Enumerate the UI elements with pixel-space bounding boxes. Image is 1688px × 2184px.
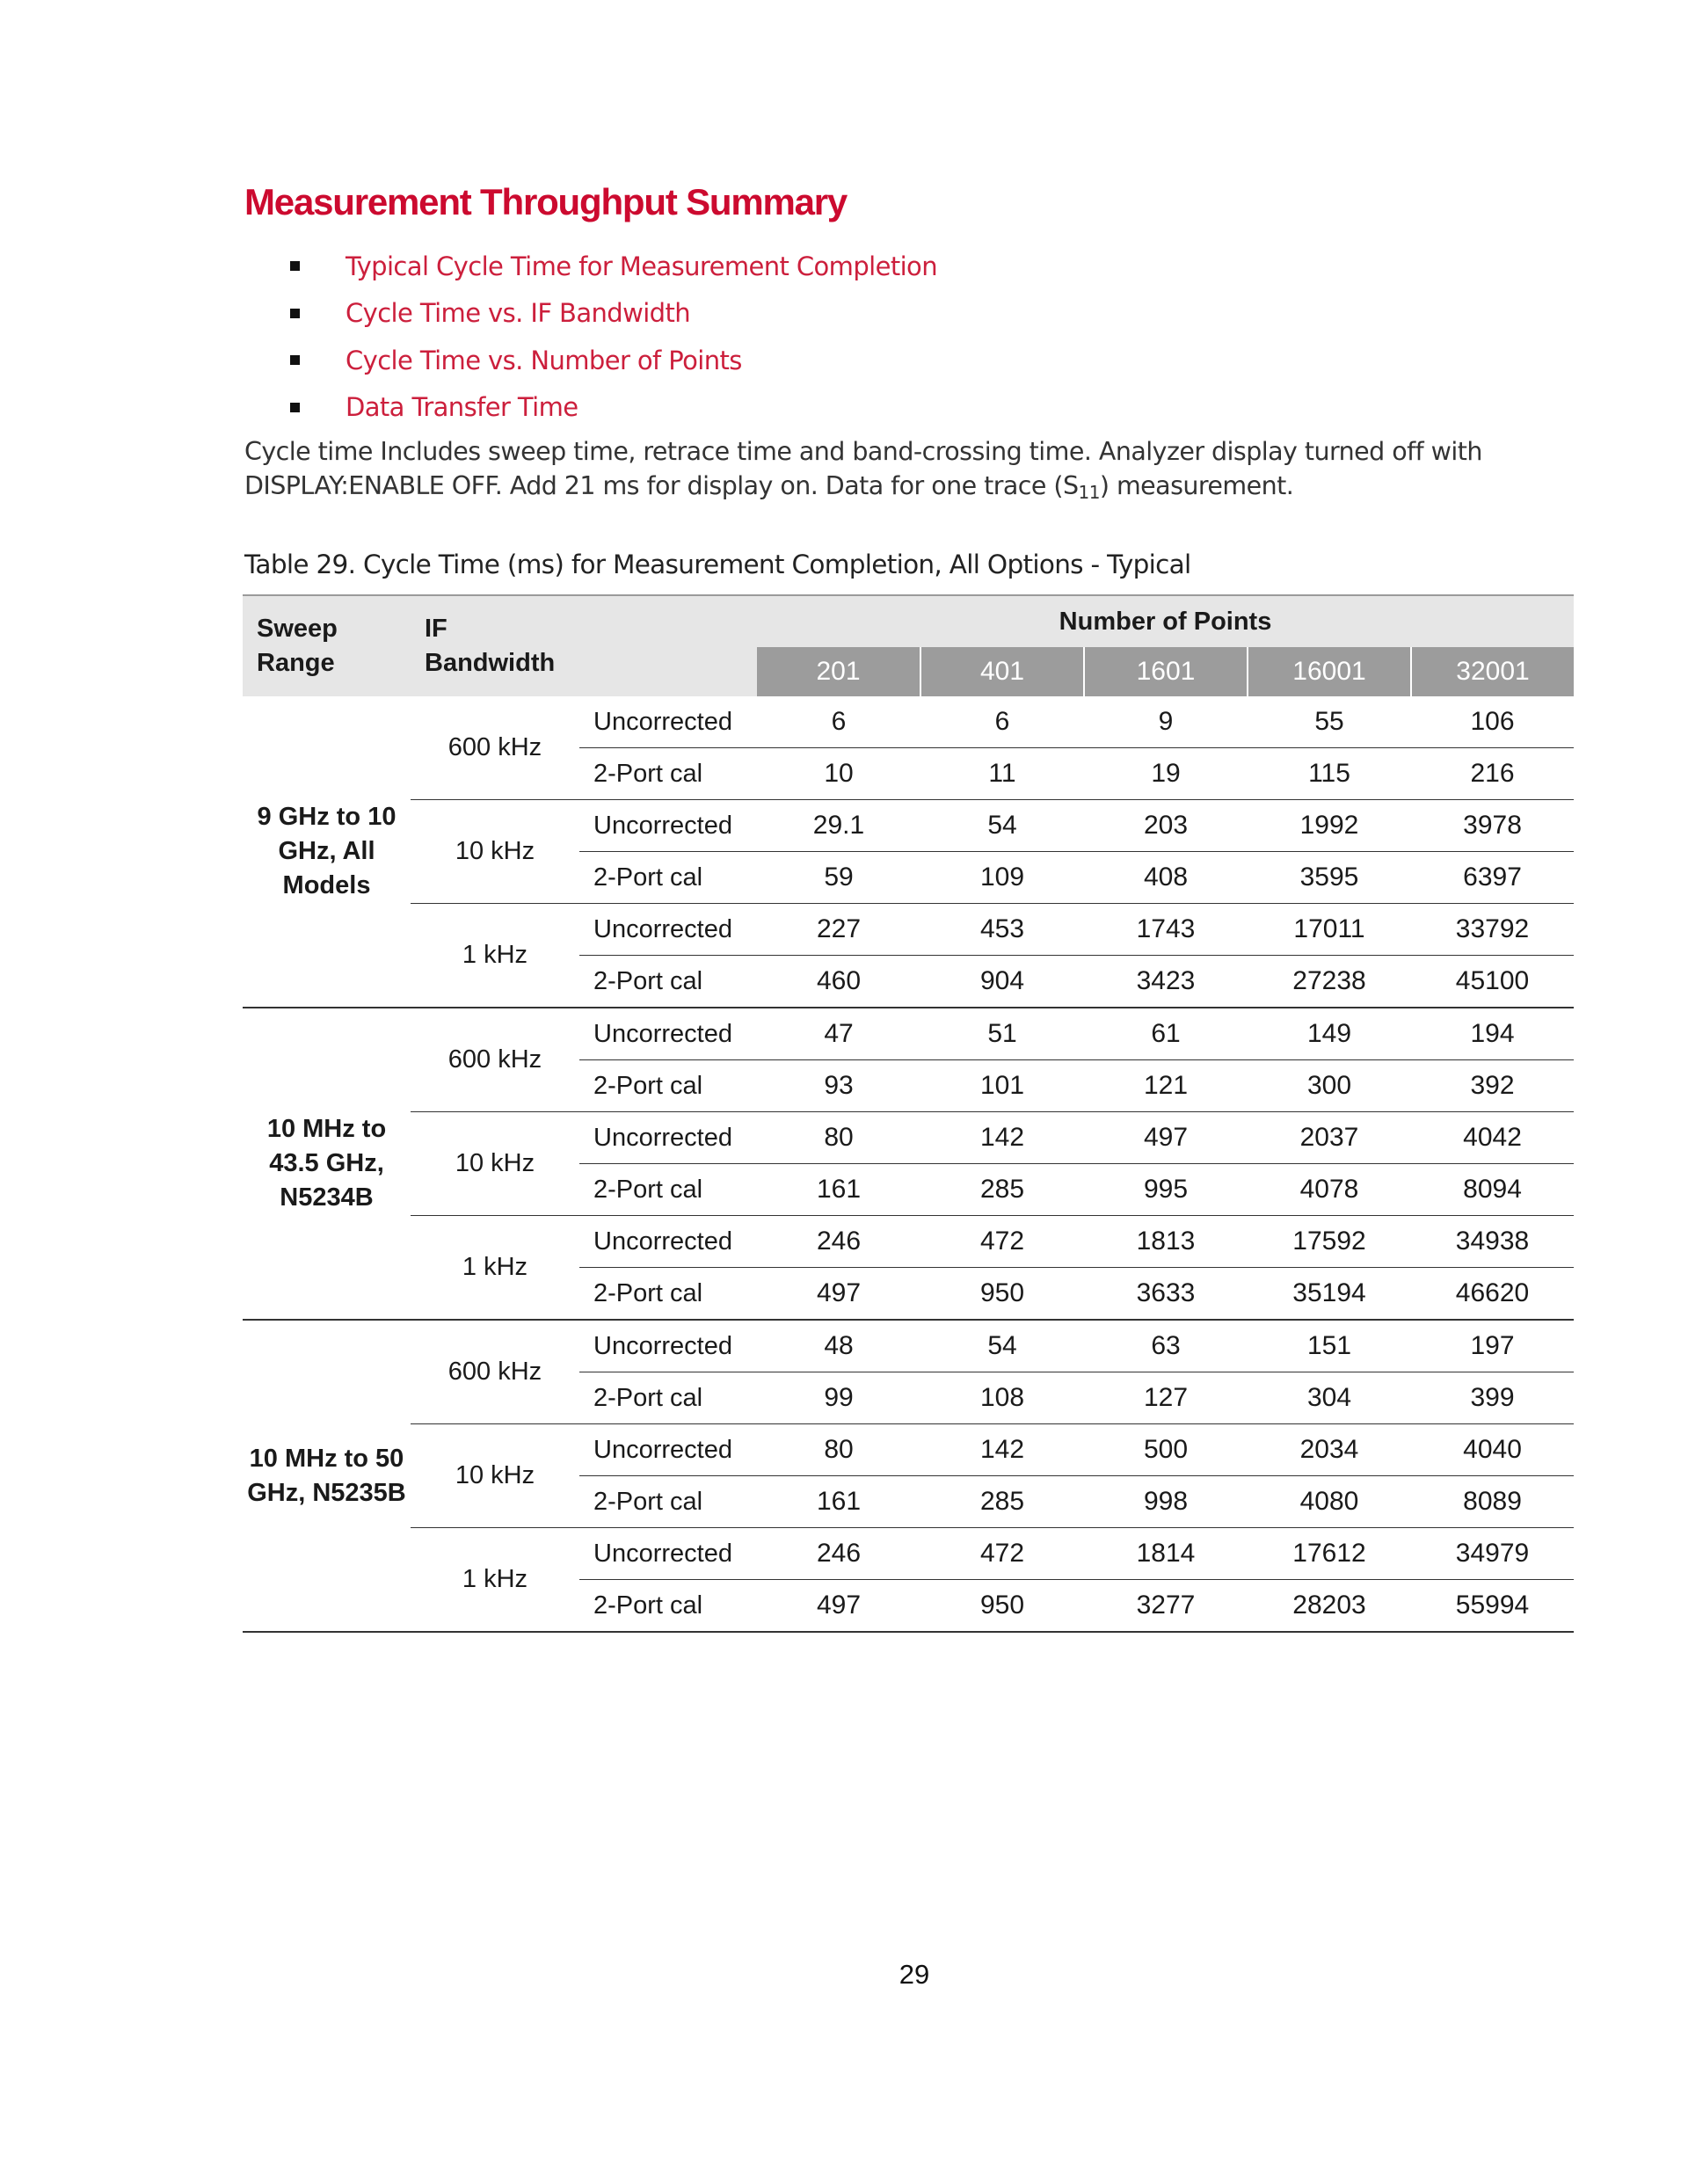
cycle-time-value: 4078: [1248, 1164, 1411, 1216]
cycle-time-value: 408: [1084, 852, 1248, 904]
header-spacer: [579, 595, 757, 647]
header-if-bandwidth: IF Bandwidth: [411, 595, 579, 696]
cycle-time-value: 203: [1084, 800, 1248, 852]
table-body: [243, 696, 1574, 1632]
cycle-time-value: 121: [1084, 1060, 1248, 1112]
calibration-cell: Uncorrected: [579, 1528, 757, 1580]
cycle-time-value: 9: [1084, 696, 1248, 748]
link-cycle-time-vs-number-of-points[interactable]: Cycle Time vs. Number of Points: [346, 345, 742, 375]
table-caption: Table 29. Cycle Time (ms) for Measurement Completion, All Options - Typical: [244, 550, 1191, 579]
section-links: [290, 243, 937, 431]
square-bullet-icon: [290, 309, 300, 318]
table-row: [243, 800, 1574, 852]
intro-subscript: 11: [1078, 482, 1100, 503]
cycle-time-value: 246: [757, 1528, 920, 1580]
cycle-time-value: 51: [920, 1008, 1084, 1060]
cycle-time-value: 392: [1411, 1060, 1574, 1112]
header-points-1601: 1601: [1084, 647, 1248, 696]
cycle-time-value: 29.1: [757, 800, 920, 852]
calibration-cell: 2-Port cal: [579, 956, 757, 1008]
cycle-time-value: 950: [920, 1580, 1084, 1633]
cycle-time-value: 45100: [1411, 956, 1574, 1008]
cycle-time-value: 63: [1084, 1320, 1248, 1372]
cycle-time-value: 6397: [1411, 852, 1574, 904]
cycle-time-value: 3277: [1084, 1580, 1248, 1633]
cycle-time-value: 472: [920, 1216, 1084, 1268]
intro-text: Cycle time Includes sweep time, retrace time and band-crossing time. Analyzer display turned off with DISPLAY:ENABLE OFF. Add 21 ms for display on. Data for one trace (S: [244, 437, 1482, 500]
table-row: [243, 1216, 1574, 1268]
header-points-32001: 32001: [1411, 647, 1574, 696]
cycle-time-value: 127: [1084, 1372, 1248, 1424]
cycle-time-value: 6: [757, 696, 920, 748]
calibration-cell: 2-Port cal: [579, 1476, 757, 1528]
sweep-range-cell: 9 GHz to 10 GHz, All Models: [243, 696, 411, 1008]
intro-text-end: ) measurement.: [1099, 471, 1294, 500]
cycle-time-value: 197: [1411, 1320, 1574, 1372]
cycle-time-value: 46620: [1411, 1268, 1574, 1321]
link-item: [290, 290, 937, 338]
calibration-cell: Uncorrected: [579, 1216, 757, 1268]
cycle-time-value: 47: [757, 1008, 920, 1060]
cycle-time-table: [243, 594, 1574, 1633]
cycle-time-value: 399: [1411, 1372, 1574, 1424]
cycle-time-value: 109: [920, 852, 1084, 904]
calibration-cell: 2-Port cal: [579, 1268, 757, 1321]
cycle-time-value: 115: [1248, 748, 1411, 800]
cycle-time-value: 300: [1248, 1060, 1411, 1112]
link-cycle-time-vs-if-bandwidth[interactable]: Cycle Time vs. IF Bandwidth: [346, 298, 691, 329]
cycle-time-value: 194: [1411, 1008, 1574, 1060]
cycle-time-value: 80: [757, 1424, 920, 1476]
cycle-time-value: 8089: [1411, 1476, 1574, 1528]
cycle-time-value: 2037: [1248, 1112, 1411, 1164]
if-bandwidth-cell: 1 kHz: [411, 1528, 579, 1633]
cycle-time-value: 6: [920, 696, 1084, 748]
table-row: [243, 1320, 1574, 1372]
cycle-time-value: 2034: [1248, 1424, 1411, 1476]
cycle-time-value: 3423: [1084, 956, 1248, 1008]
cycle-time-value: 4080: [1248, 1476, 1411, 1528]
cycle-time-value: 54: [920, 800, 1084, 852]
cycle-time-value: 285: [920, 1476, 1084, 1528]
cycle-time-value: 27238: [1248, 956, 1411, 1008]
cycle-time-value: 33792: [1411, 904, 1574, 956]
cycle-time-value: 304: [1248, 1372, 1411, 1424]
cycle-time-value: 142: [920, 1112, 1084, 1164]
cycle-time-value: 19: [1084, 748, 1248, 800]
square-bullet-icon: [290, 403, 300, 412]
cycle-time-value: 61: [1084, 1008, 1248, 1060]
if-bandwidth-cell: 600 kHz: [411, 1320, 579, 1424]
cycle-time-value: 8094: [1411, 1164, 1574, 1216]
cycle-time-value: 4040: [1411, 1424, 1574, 1476]
cycle-time-value: 472: [920, 1528, 1084, 1580]
cycle-time-value: 1743: [1084, 904, 1248, 956]
calibration-cell: Uncorrected: [579, 1424, 757, 1476]
link-item: [290, 337, 937, 384]
cycle-time-value: 55: [1248, 696, 1411, 748]
cycle-time-value: 497: [757, 1580, 920, 1633]
cycle-time-value: 106: [1411, 696, 1574, 748]
cycle-time-value: 497: [757, 1268, 920, 1321]
cycle-time-value: 151: [1248, 1320, 1411, 1372]
cycle-time-value: 10: [757, 748, 920, 800]
table-row: [243, 1008, 1574, 1060]
intro-paragraph: [244, 434, 1581, 510]
cycle-time-value: 227: [757, 904, 920, 956]
calibration-cell: 2-Port cal: [579, 1580, 757, 1633]
cycle-time-value: 4042: [1411, 1112, 1574, 1164]
cycle-time-value: 17011: [1248, 904, 1411, 956]
calibration-cell: 2-Port cal: [579, 1060, 757, 1112]
cycle-time-value: 35194: [1248, 1268, 1411, 1321]
calibration-cell: Uncorrected: [579, 1320, 757, 1372]
cycle-time-value: 998: [1084, 1476, 1248, 1528]
cycle-time-value: 11: [920, 748, 1084, 800]
cycle-time-value: 34979: [1411, 1528, 1574, 1580]
table-row: [243, 696, 1574, 748]
calibration-cell: 2-Port cal: [579, 1164, 757, 1216]
cycle-time-value: 161: [757, 1476, 920, 1528]
table-row: [243, 904, 1574, 956]
square-bullet-icon: [290, 355, 300, 365]
cycle-time-value: 99: [757, 1372, 920, 1424]
if-bandwidth-cell: 10 kHz: [411, 800, 579, 904]
cycle-time-value: 3633: [1084, 1268, 1248, 1321]
cycle-time-value: 54: [920, 1320, 1084, 1372]
square-bullet-icon: [290, 261, 300, 271]
cycle-time-value: 28203: [1248, 1580, 1411, 1633]
if-bandwidth-cell: 10 kHz: [411, 1424, 579, 1528]
header-number-of-points: Number of Points: [757, 595, 1574, 647]
cycle-time-value: 17612: [1248, 1528, 1411, 1580]
sweep-range-cell: 10 MHz to 50 GHz, N5235B: [243, 1320, 411, 1632]
header-spacer: [579, 647, 757, 696]
cycle-time-value: 453: [920, 904, 1084, 956]
header-points-201: 201: [757, 647, 920, 696]
calibration-cell: Uncorrected: [579, 696, 757, 748]
if-bandwidth-cell: 600 kHz: [411, 1008, 579, 1112]
page-number: 29: [899, 1959, 930, 1990]
cycle-time-value: 80: [757, 1112, 920, 1164]
cycle-time-value: 497: [1084, 1112, 1248, 1164]
header-points-401: 401: [920, 647, 1084, 696]
link-data-transfer-time[interactable]: Data Transfer Time: [346, 392, 578, 423]
cycle-time-value: 108: [920, 1372, 1084, 1424]
cycle-time-value: 904: [920, 956, 1084, 1008]
calibration-cell: 2-Port cal: [579, 748, 757, 800]
cycle-time-value: 142: [920, 1424, 1084, 1476]
cycle-time-value: 216: [1411, 748, 1574, 800]
cycle-time-value: 1814: [1084, 1528, 1248, 1580]
calibration-cell: Uncorrected: [579, 904, 757, 956]
if-bandwidth-cell: 1 kHz: [411, 1216, 579, 1321]
table-row: [243, 1424, 1574, 1476]
calibration-cell: Uncorrected: [579, 800, 757, 852]
header-sweep-range: Sweep Range: [243, 595, 411, 696]
cycle-time-value: 995: [1084, 1164, 1248, 1216]
cycle-time-value: 34938: [1411, 1216, 1574, 1268]
cycle-time-value: 950: [920, 1268, 1084, 1321]
link-typical-cycle-time[interactable]: Typical Cycle Time for Measurement Completion: [346, 251, 937, 281]
calibration-cell: Uncorrected: [579, 1112, 757, 1164]
cycle-time-value: 285: [920, 1164, 1084, 1216]
cycle-time-value: 3978: [1411, 800, 1574, 852]
cycle-time-value: 460: [757, 956, 920, 1008]
cycle-time-value: 1992: [1248, 800, 1411, 852]
cycle-time-value: 246: [757, 1216, 920, 1268]
cycle-time-value: 48: [757, 1320, 920, 1372]
if-bandwidth-cell: 10 kHz: [411, 1112, 579, 1216]
table-row: [243, 1112, 1574, 1164]
cycle-time-value: 500: [1084, 1424, 1248, 1476]
link-item: [290, 243, 937, 290]
cycle-time-value: 161: [757, 1164, 920, 1216]
cycle-time-value: 149: [1248, 1008, 1411, 1060]
calibration-cell: Uncorrected: [579, 1008, 757, 1060]
cycle-time-value: 101: [920, 1060, 1084, 1112]
cycle-time-value: 3595: [1248, 852, 1411, 904]
if-bandwidth-cell: 600 kHz: [411, 696, 579, 800]
cycle-time-value: 17592: [1248, 1216, 1411, 1268]
calibration-cell: 2-Port cal: [579, 852, 757, 904]
if-bandwidth-cell: 1 kHz: [411, 904, 579, 1008]
link-item: [290, 384, 937, 432]
section-heading: Measurement Throughput Summary: [244, 181, 848, 222]
sweep-range-cell: 10 MHz to 43.5 GHz, N5234B: [243, 1008, 411, 1320]
calibration-cell: 2-Port cal: [579, 1372, 757, 1424]
cycle-time-value: 59: [757, 852, 920, 904]
cycle-time-value: 93: [757, 1060, 920, 1112]
cycle-time-value: 1813: [1084, 1216, 1248, 1268]
table-row: [243, 1528, 1574, 1580]
cycle-time-value: 55994: [1411, 1580, 1574, 1633]
header-points-16001: 16001: [1248, 647, 1411, 696]
